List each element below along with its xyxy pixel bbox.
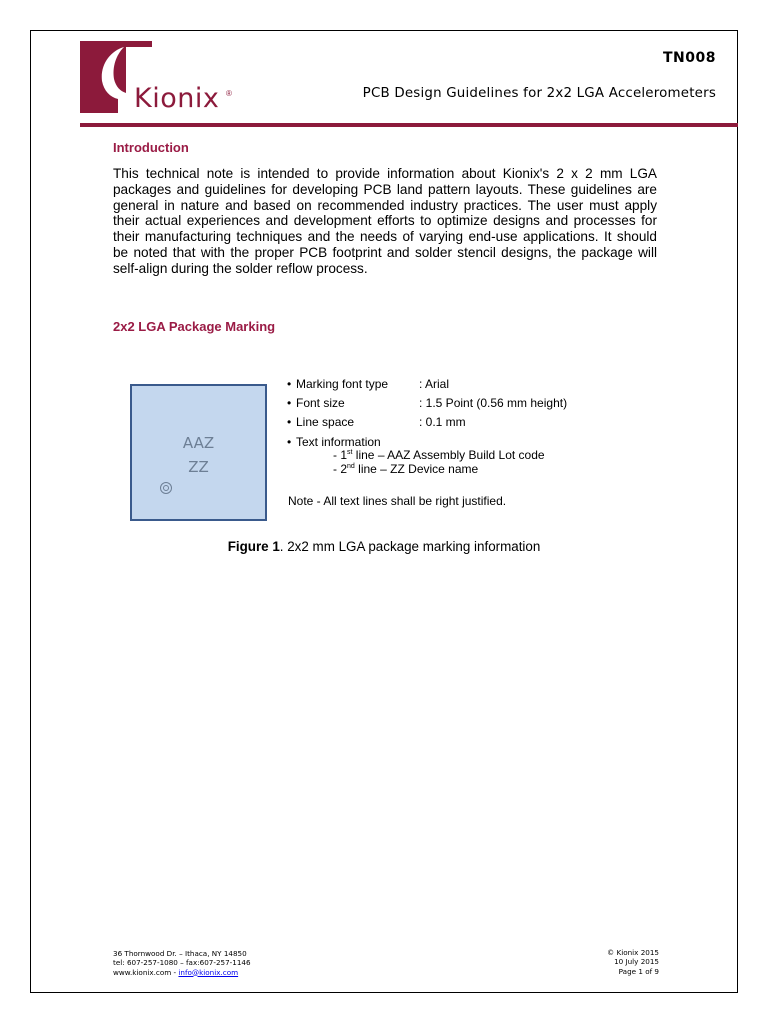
spec-value: : Arial <box>419 377 450 391</box>
registered-mark: ® <box>226 89 232 98</box>
introduction-heading: Introduction <box>113 140 189 155</box>
footer-page-number: Page 1 of 9 <box>618 966 659 976</box>
marking-note: Note - All text lines shall be right justified. <box>288 494 507 508</box>
introduction-paragraph: This technical note is intended to provide information about Kionix's 2 x 2 mm LGA packages and guidelines for developing PCB land pattern layouts. These guidelines are general in nature and based on recommended industry practices. The user must apply their actual experiences and development efforts to optimize designs and processes for their manufacturing techniques and the needs of varying end-use applications. It should be noted that with the proper PCB footprint and solder stencil designs, the package will self-align during the solder reflow process. <box>113 166 657 276</box>
footer-date: 10 July 2015 <box>614 957 659 967</box>
figure-caption: Figure 1. 2x2 mm LGA package marking information <box>227 539 541 554</box>
spec-label: Font size <box>296 396 345 410</box>
document-title: PCB Design Guidelines for 2x2 LGA Accelerometers <box>362 86 716 101</box>
footer-contact <box>113 949 251 977</box>
footer-website: www.kionix.com <box>113 967 172 977</box>
kionix-logo <box>80 41 240 115</box>
spec-item: • Text information <box>287 435 381 449</box>
spec-value: : 0.1 mm <box>419 415 466 429</box>
header-rule <box>80 123 738 127</box>
logo-wordmark: Kionix <box>130 83 223 115</box>
footer-copyright: © Kionix 2015 <box>607 948 659 957</box>
text-info-line-2: - 2nd line – ZZ Device name <box>333 462 479 476</box>
spec-item: • Font size : 1.5 Point (0.56 mm height) <box>287 396 568 410</box>
spec-item: • Line space : 0.1 mm <box>287 415 466 429</box>
spec-label: Marking font type <box>296 377 389 391</box>
footer-web: www.kionix.com - info@kionix.com <box>113 967 239 977</box>
spec-label: Line space <box>296 415 355 429</box>
marking-heading: 2x2 LGA Package Marking <box>113 319 276 334</box>
document-number: TN008 <box>663 50 716 66</box>
footer-meta <box>607 948 659 976</box>
pin1-marker-icon <box>160 482 172 494</box>
text-info-line-1: - 1st line – AAZ Assembly Build Lot code <box>333 448 545 462</box>
spec-value: : 1.5 Point (0.56 mm height) <box>419 396 568 410</box>
spec-item: • Marking font type : Arial <box>287 377 450 391</box>
footer-phone: tel: 607-257-1080 – fax:607-257-1146 <box>113 958 251 968</box>
package-text-line-1: AAZ <box>182 434 215 452</box>
package-text-line-2: ZZ <box>188 458 209 476</box>
footer-address: 36 Thornwood Dr. – Ithaca, NY 14850 <box>113 949 247 958</box>
footer-email-link[interactable]: info@kionix.com <box>178 967 239 977</box>
spec-label: Text information <box>296 435 381 449</box>
package-diagram <box>130 384 267 521</box>
